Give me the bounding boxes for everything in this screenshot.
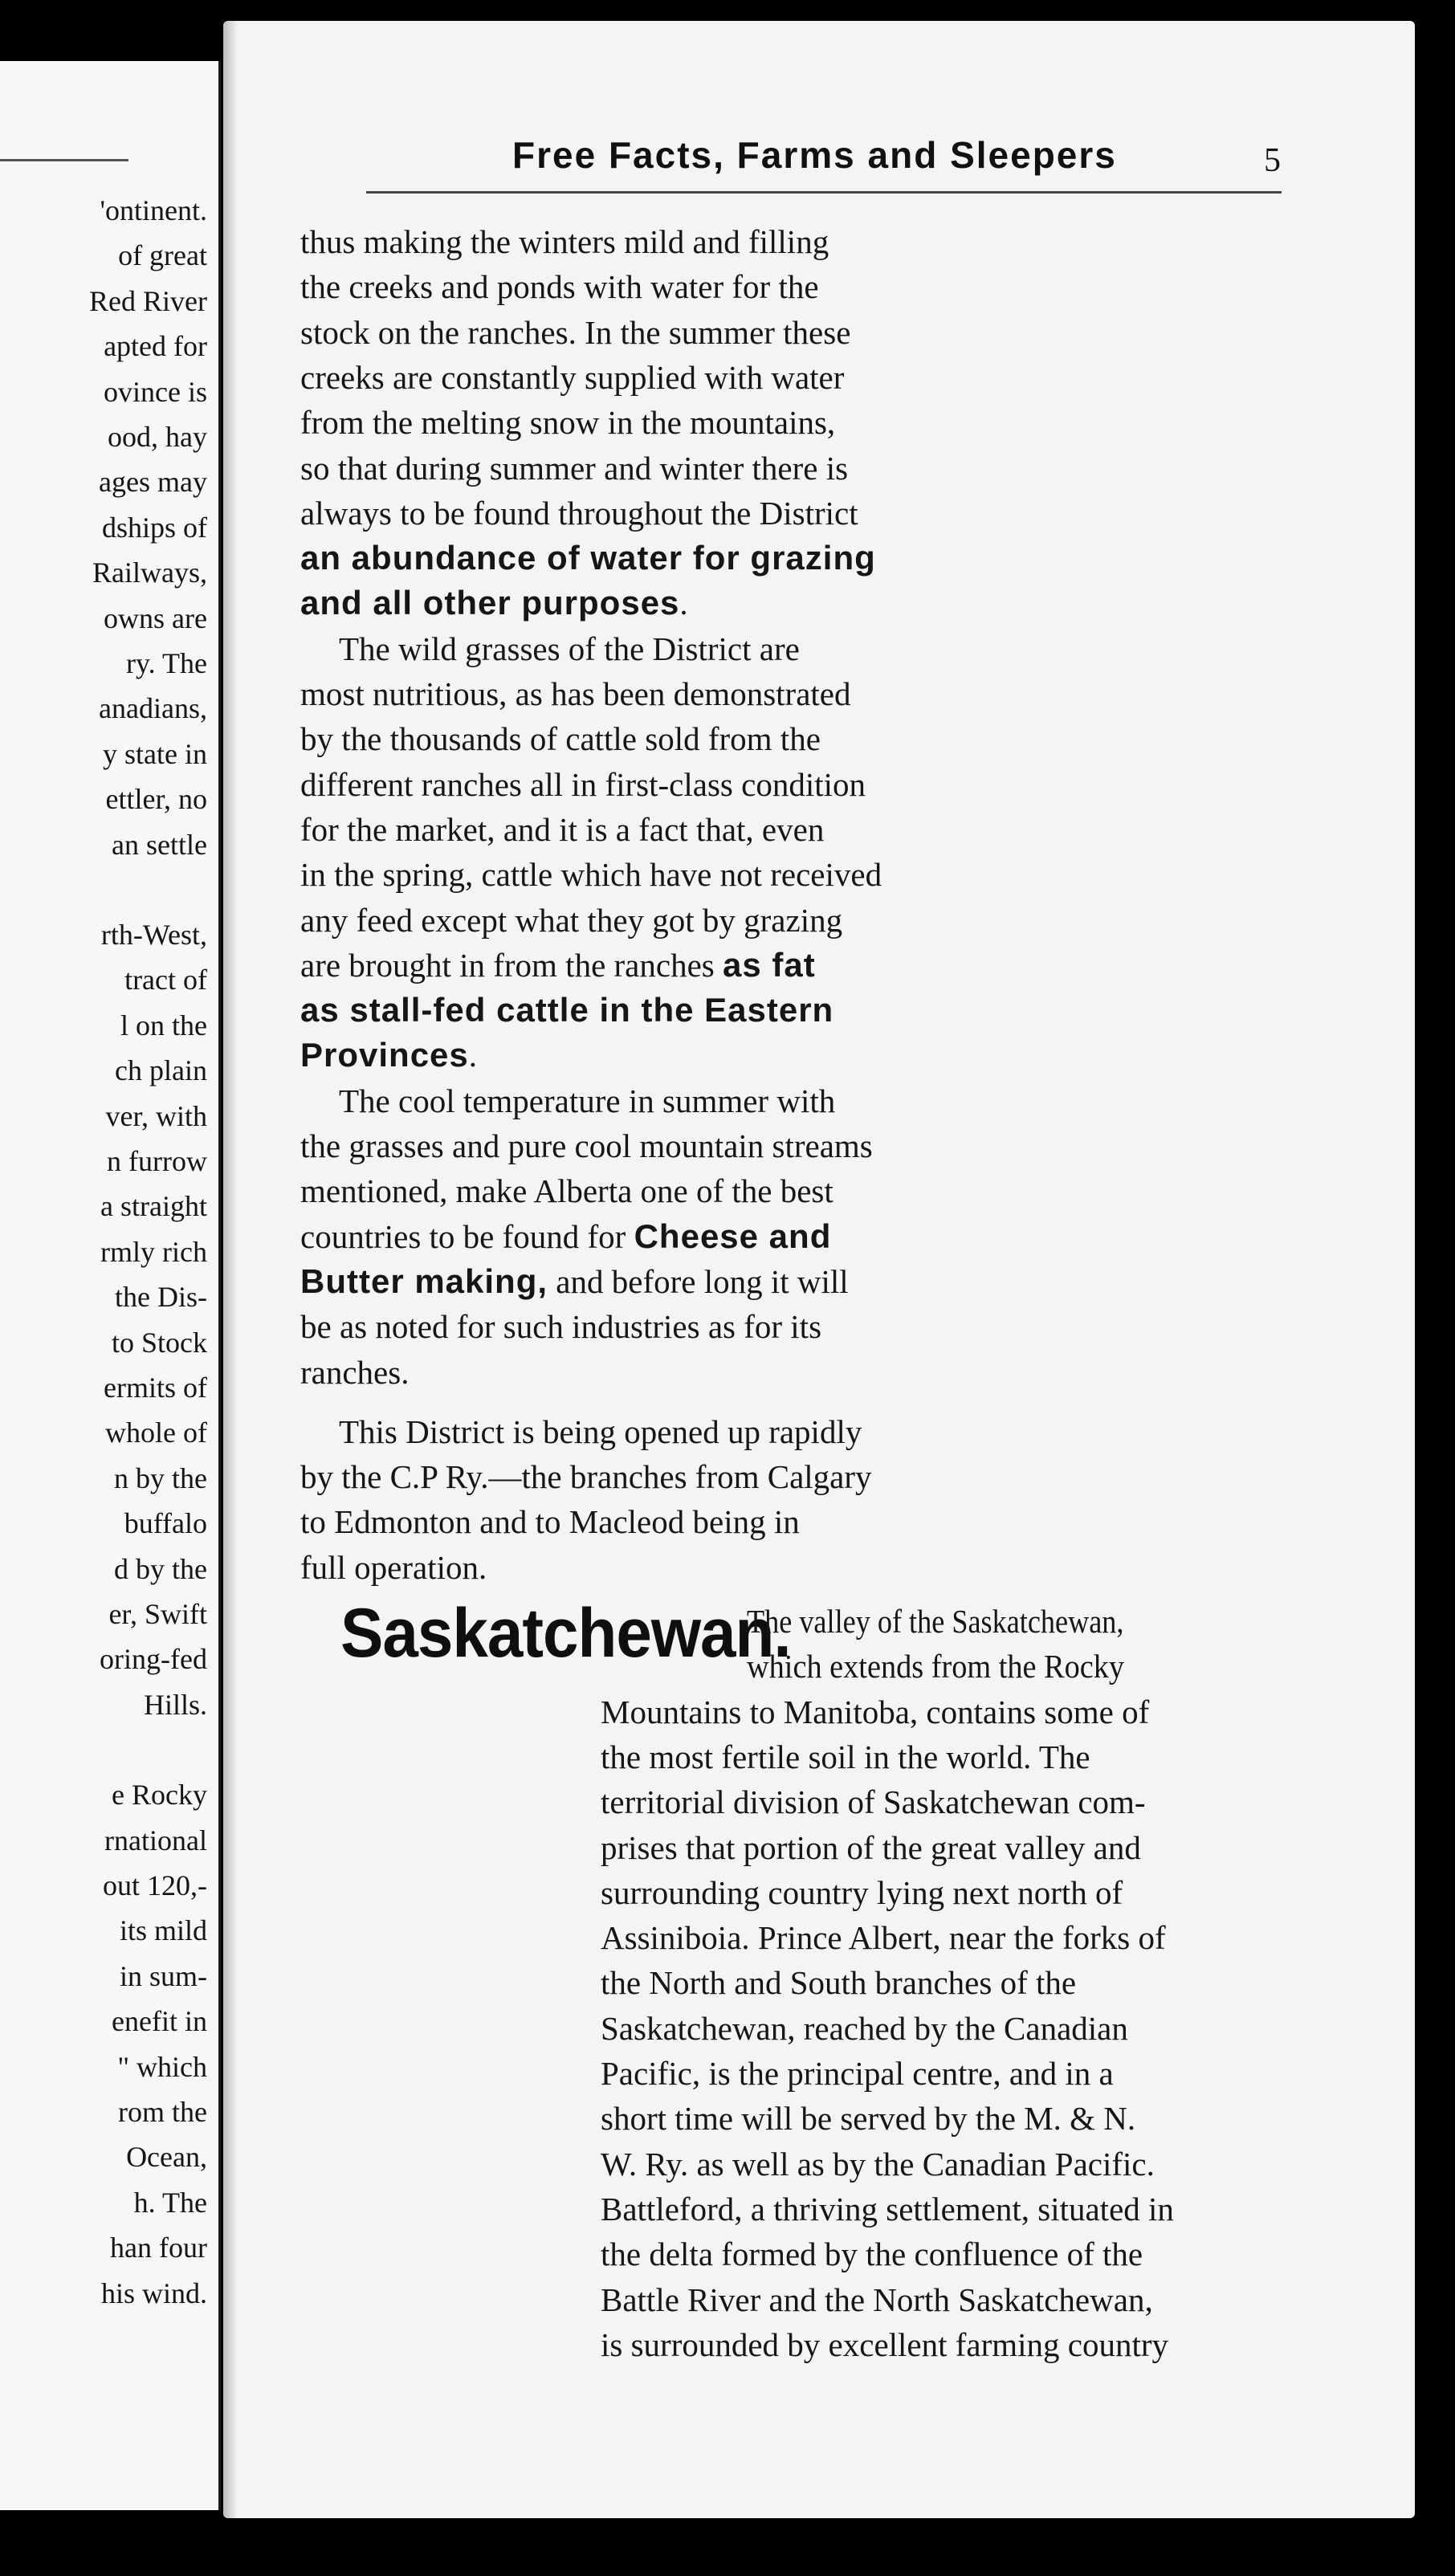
bold-phrase: as stall-fed cattle in the Eastern: [300, 991, 834, 1029]
line-text: in the spring, cattle which have not received: [300, 856, 882, 894]
alberta-line: [300, 1262, 849, 1302]
alberta-line: [300, 674, 851, 714]
saskatchewan-line: surrounding country lying next north of: [601, 1873, 1123, 1911]
left-page-line: d by the: [114, 1552, 207, 1585]
left-page-line: h. The: [133, 2186, 207, 2219]
alberta-line: [300, 1547, 487, 1588]
left-page-line: owns are: [104, 601, 207, 634]
saskatchewan-line: which extends from the Rocky: [747, 1648, 1125, 1685]
saskatchewan-line: The valley of the Saskatchewan,: [747, 1603, 1124, 1640]
bold-phrase: and all other purposes: [300, 584, 680, 622]
alberta-line: [300, 583, 688, 623]
left-page-line: ovince is: [104, 375, 207, 408]
alberta-line: [300, 402, 835, 442]
saskatchewan-line: Assiniboia. Prince Albert, near the forks of: [601, 1919, 1166, 1957]
left-page-line: ver, with: [105, 1099, 207, 1132]
left-page-line: 'ontinent.: [100, 194, 207, 226]
left-page-line: out 120,-: [103, 1869, 207, 1901]
line-text: for the market, and it is a fact that, even: [300, 810, 825, 848]
line-text: always to be found throughout the District: [300, 494, 858, 532]
page-number: 5: [1264, 142, 1281, 179]
bold-phrase: an abundance of water for grazing: [300, 539, 876, 577]
line-text: This District is being opened up rapidly: [339, 1412, 862, 1450]
left-page-line: dships of: [101, 511, 207, 544]
line-text: from the melting snow in the mountains,: [300, 404, 836, 442]
alberta-line: [300, 945, 816, 985]
left-page-line: a straight: [100, 1190, 207, 1223]
left-page-line: enefit in: [112, 2005, 207, 2038]
left-page-fragment: [0, 61, 221, 2510]
line-text: .: [468, 1037, 478, 1074]
alberta-line: [300, 538, 876, 578]
line-text: The wild grasses of the District are: [339, 630, 800, 667]
left-page-line: ermits of: [104, 1372, 207, 1404]
line-text: and before long it will: [548, 1262, 849, 1300]
line-text: any feed except what they got by grazing: [300, 901, 843, 939]
line-text: creeks are constantly supplied with water: [300, 358, 845, 396]
alberta-line: [300, 222, 829, 262]
saskatchewan-line: Pacific, is the principal centre, and in a: [601, 2055, 1114, 2092]
line-text: ranches.: [300, 1353, 410, 1391]
left-page-line: whole of: [105, 1416, 207, 1449]
saskatchewan-line: prises that portion of the great valley and: [601, 1828, 1141, 1866]
line-text: full operation.: [300, 1548, 487, 1586]
line-text: mentioned, make Alberta one of the best: [300, 1172, 833, 1210]
saskatchewan-line: Saskatchewan, reached by the Canadian: [601, 2009, 1128, 2047]
alberta-line: [300, 1457, 872, 1497]
left-page-line: its mild: [119, 1914, 207, 1947]
left-page-line: e Rocky: [112, 1779, 207, 1812]
alberta-line: [300, 1171, 833, 1211]
alberta-line: [300, 1035, 477, 1075]
alberta-line: [300, 357, 844, 397]
left-page-line: ry. The: [126, 647, 207, 679]
saskatchewan-line: Battle River and the North Saskatchewan,: [601, 2280, 1153, 2318]
alberta-line: [339, 1081, 835, 1121]
header-rule: [366, 191, 1282, 194]
left-page-line: tract of: [124, 964, 207, 997]
line-text: so that during summer and winter there is: [300, 449, 849, 487]
left-page-line: n furrow: [107, 1145, 207, 1177]
left-page-line: buffalo: [124, 1507, 207, 1540]
line-text: different ranches all in first-class condition: [300, 765, 866, 803]
left-page-line: rmly rich: [100, 1235, 207, 1268]
alberta-line: [300, 1352, 409, 1392]
line-text: by the thousands of cattle sold from the: [300, 720, 821, 758]
left-page-line: rth-West,: [100, 919, 207, 951]
line-text: countries to be found for: [300, 1217, 634, 1255]
line-text: be as noted for such industries as for its: [300, 1308, 822, 1346]
left-page-line: the Dis-: [115, 1281, 207, 1314]
left-page-line: apted for: [104, 330, 207, 363]
running-head: Free Facts, Farms and Sleepers: [512, 134, 1117, 176]
line-text: most nutritious, as has been demonstrated: [300, 675, 851, 712]
line-text: to Edmonton and to Macleod being in: [300, 1503, 800, 1541]
section-heading-saskatchewan: Saskatchewan.: [340, 1594, 791, 1672]
alberta-line: [300, 1306, 821, 1347]
alberta-line: [300, 1217, 831, 1257]
saskatchewan-line: the delta formed by the confluence of the: [601, 2236, 1143, 2273]
left-page-line: rom the: [118, 2096, 207, 2128]
left-page-line: ages may: [99, 466, 207, 499]
bold-phrase: as fat: [722, 945, 816, 984]
alberta-line: [300, 809, 824, 850]
alberta-line: [300, 1126, 873, 1166]
left-page-line: rnational: [104, 1824, 207, 1857]
line-text: the grasses and pure cool mountain streams: [300, 1127, 873, 1164]
left-page-line: an settle: [112, 828, 207, 861]
left-page-line: han four: [110, 2232, 207, 2264]
alberta-line: [300, 1502, 800, 1542]
saskatchewan-line: territorial division of Saskatchewan com-: [601, 1783, 1146, 1821]
bold-phrase: Butter making,: [300, 1262, 548, 1300]
saskatchewan-line: the North and South branches of the: [601, 1964, 1077, 2002]
left-page-header-rule: [0, 159, 128, 161]
line-text: thus making the winters mild and filling: [300, 223, 829, 260]
alberta-line: [300, 719, 821, 759]
alberta-line: [339, 1412, 862, 1452]
left-page-line: his wind.: [100, 2276, 207, 2309]
alberta-line: [300, 267, 819, 307]
left-page-line: ch plain: [115, 1054, 207, 1087]
saskatchewan-line: the most fertile soil in the world. The: [601, 1738, 1090, 1775]
left-page-line: oring-fed: [100, 1643, 207, 1676]
saskatchewan-line: W. Ry. as well as by the Canadian Pacific.: [601, 2145, 1155, 2183]
left-page-line: anadians,: [99, 692, 207, 725]
bold-phrase: Cheese and: [634, 1217, 832, 1255]
left-page-line: ettler, no: [105, 783, 207, 816]
left-page-line: Ocean,: [126, 2141, 207, 2174]
left-page-line: y state in: [103, 737, 207, 770]
line-text: .: [679, 585, 688, 622]
alberta-line: [300, 764, 866, 805]
saskatchewan-line: Mountains to Manitoba, contains some of: [601, 1693, 1150, 1730]
line-text: are brought in from the ranches: [300, 946, 723, 984]
line-text: by the C.P Ry.—the branches from Calgary: [300, 1458, 872, 1496]
alberta-line: [300, 312, 850, 353]
left-page-line: er, Swift: [108, 1598, 207, 1630]
saskatchewan-line: Battleford, a thriving settlement, situated in: [601, 2190, 1174, 2228]
alberta-line: [300, 900, 842, 940]
left-page-line: to Stock: [111, 1326, 207, 1359]
saskatchewan-line: short time will be served by the M. & N.: [601, 2100, 1136, 2138]
alberta-line: [300, 990, 833, 1030]
alberta-line: [339, 629, 800, 669]
line-text: the creeks and ponds with water for the: [300, 268, 819, 306]
left-page-line: n by the: [114, 1461, 207, 1494]
alberta-line: [300, 493, 858, 533]
line-text: The cool temperature in summer with: [339, 1082, 836, 1119]
bold-phrase: Provinces: [300, 1036, 469, 1074]
left-page-line: Hills.: [143, 1688, 207, 1721]
left-page-line: " which: [117, 2050, 207, 2083]
alberta-line: [300, 448, 848, 488]
left-page-line: in sum-: [119, 1959, 207, 1992]
line-text: stock on the ranches. In the summer these: [300, 313, 851, 351]
saskatchewan-line: is surrounded by excellent farming country: [601, 2325, 1169, 2363]
right-page: [223, 21, 1415, 2518]
left-page-line: Red River: [89, 284, 207, 317]
left-page-line: l on the: [120, 1009, 207, 1041]
left-page-line: ood, hay: [108, 421, 207, 453]
alberta-line: [300, 854, 882, 895]
spine-shadow: [223, 21, 238, 2518]
left-page-line: Railways,: [92, 556, 207, 589]
left-page-line: of great: [118, 239, 207, 272]
